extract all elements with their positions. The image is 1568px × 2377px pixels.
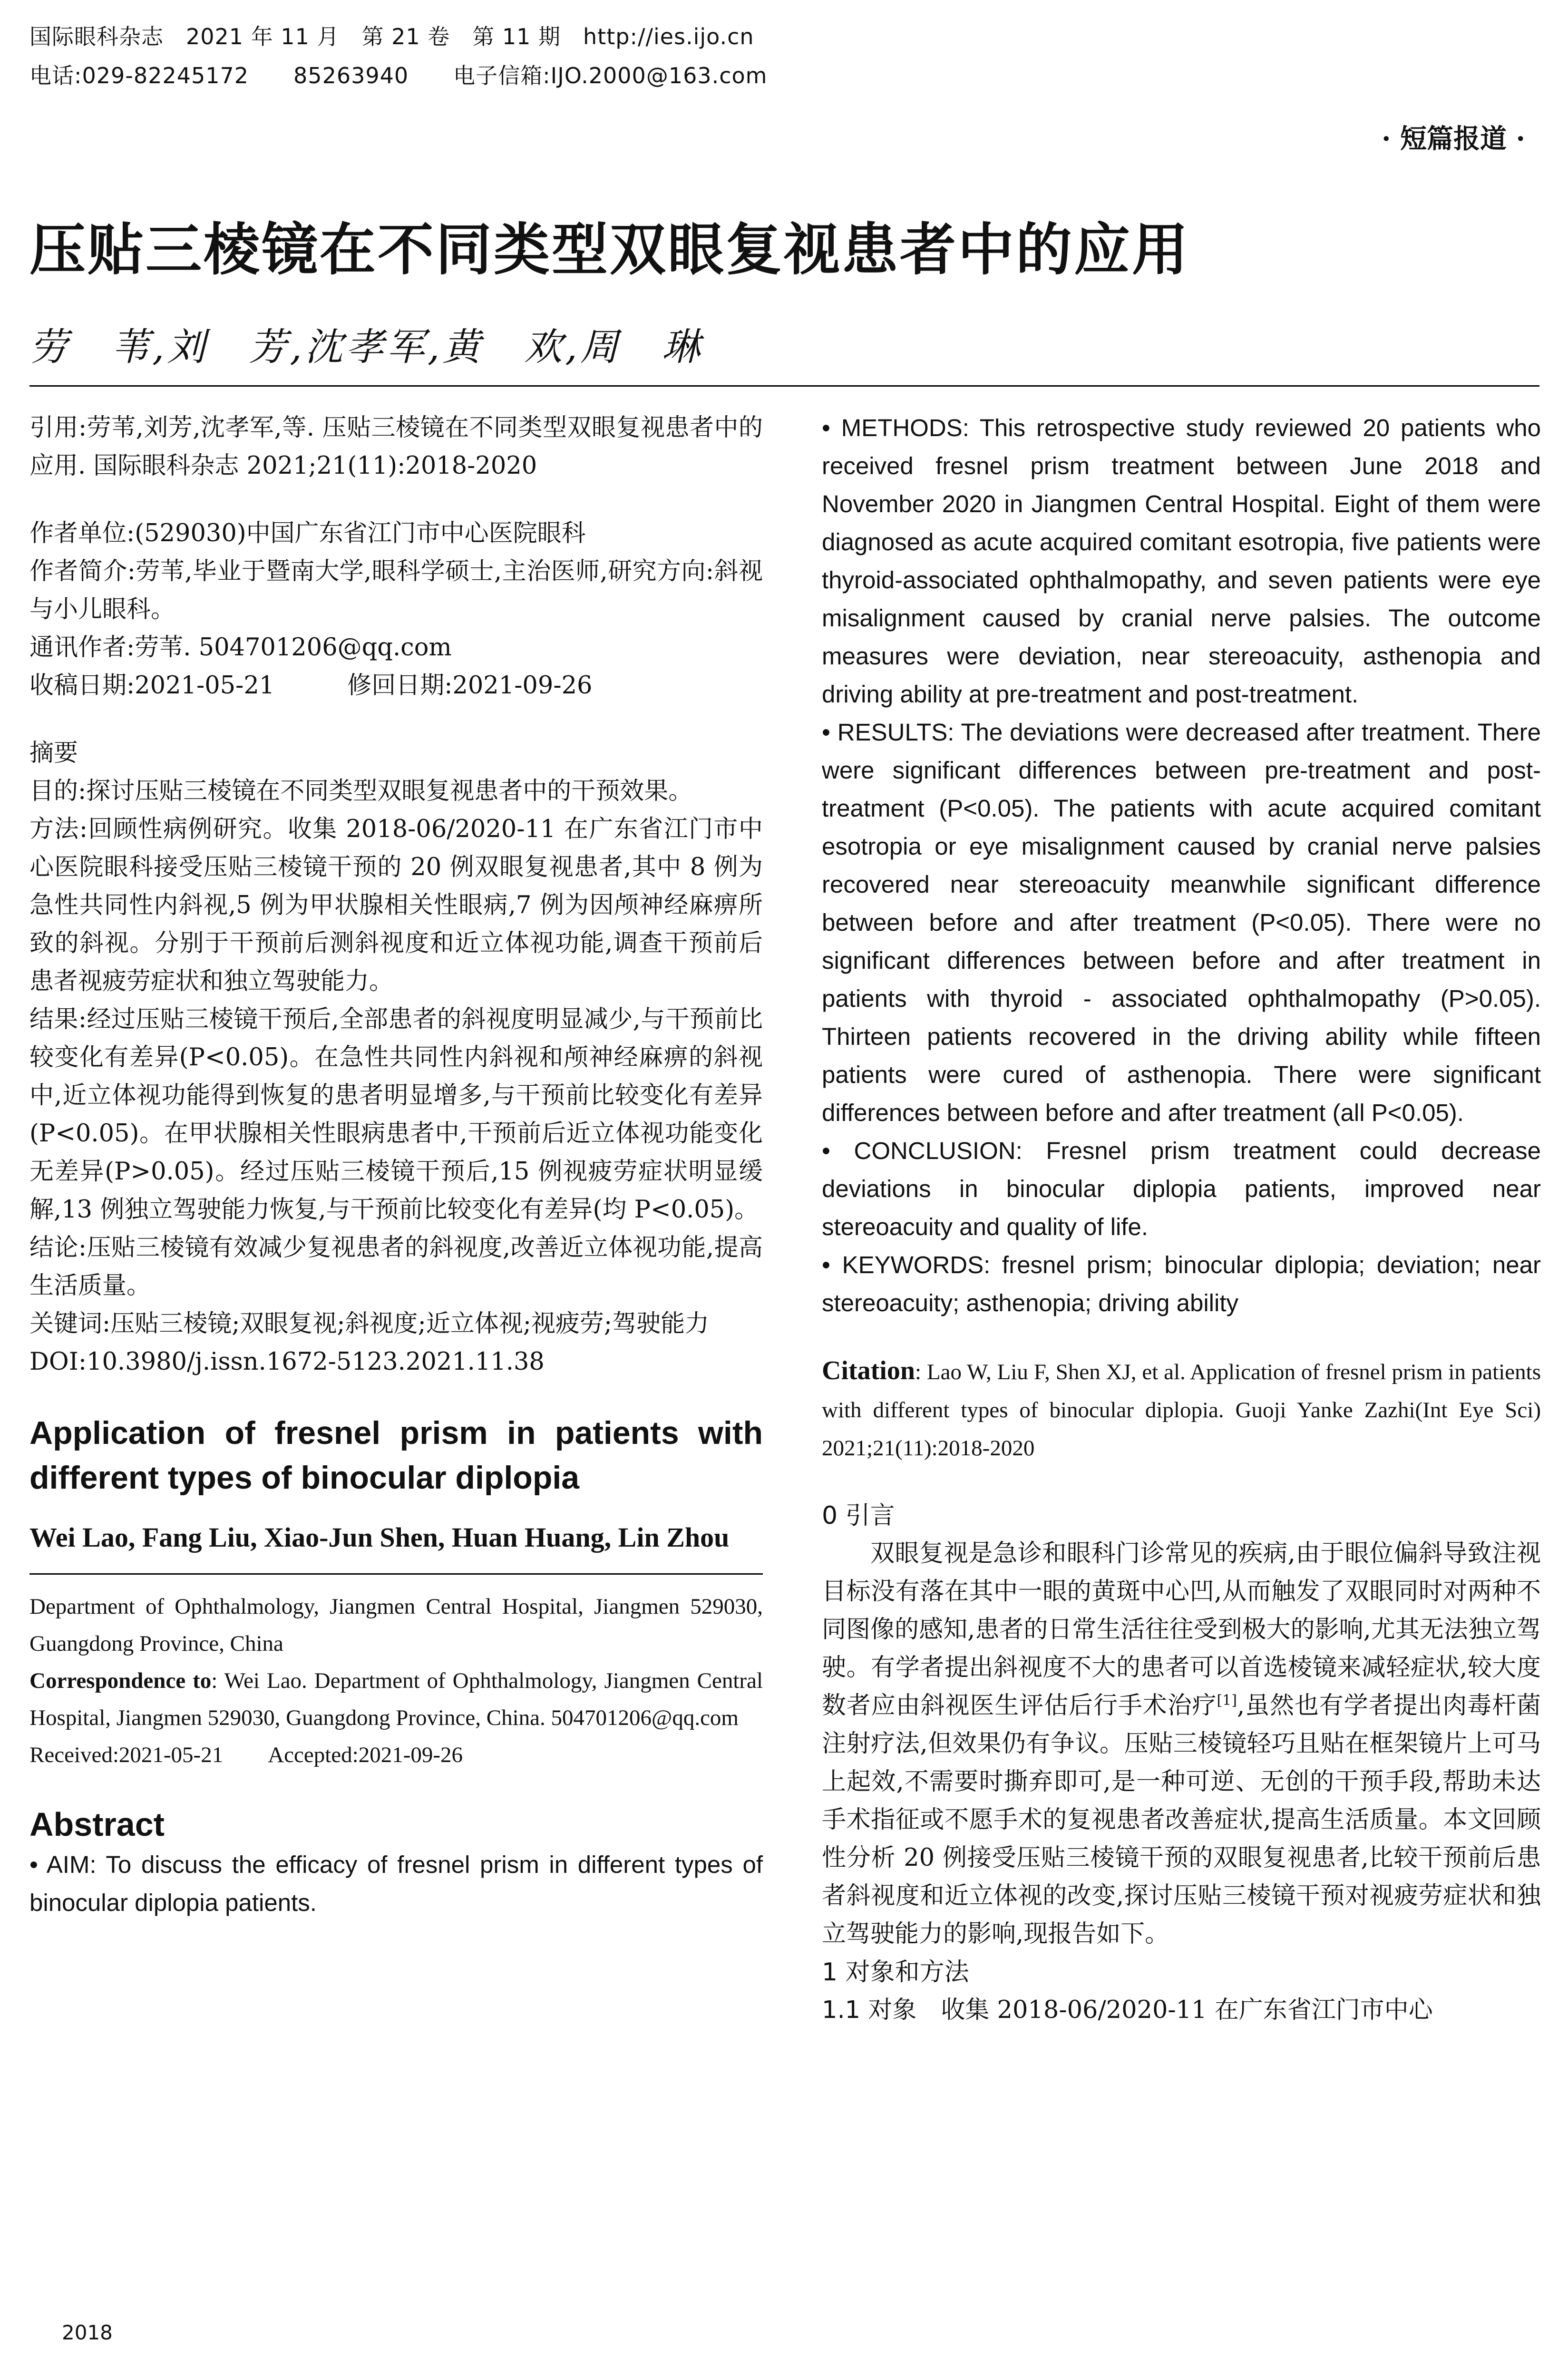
journal-header-line2: 电话:029-82245172 85263940 电子信箱:IJO.2000@163.com [29, 63, 768, 88]
author-intro [29, 553, 763, 629]
author-list-cn: 劳 苇,刘 芳,沈孝军,黄 欢,周 琳 [29, 325, 703, 369]
citation-en-text: : Lao W, Liu F, Shen XJ, et al. Application of fresnel prism in patients with different types of binocular diplopia. Guoji Yanke Zazhi(Int Eye Sci) 2021;21(11):2018-2020 [822, 1360, 1541, 1461]
aim-cn-label: 目的 [29, 777, 78, 805]
author-unit-text: :(529030)中国广东省江门市中心医院眼科 [127, 519, 586, 547]
aim-cn-text: :探讨压贴三棱镜在不同类型双眼复视患者中的干预效果。 [78, 777, 693, 805]
methods-cn-text: :回顾性病例研究。收集 2018-06/2020-11 在广东省江门市中心医院眼科接受压贴三棱镜干预的 20 例双眼复视患者,其中 8 例为急性共同性内斜视,5 例为甲状腺相关性眼病,7 例为因颅神经麻痹所致的斜视。分别于干预前后测斜视度和近立体视功能,调查干预前后患者视疲劳症状和独立驾驶能力。 [29, 815, 763, 995]
author-unit [29, 515, 763, 553]
article-title-cn: 压贴三棱镜在不同类型双眼复视患者中的应用 [29, 217, 1190, 283]
article-title-en: Application of fresnel prism in patients with different types of binocular diplopia [29, 1415, 763, 1496]
keywords-cn [29, 1305, 763, 1343]
author-intro-label: 作者简介 [29, 557, 127, 585]
results-cn-text: :经过压贴三棱镜干预后,全部患者的斜视度明显减少,与干预前比较变化有差异(P<0.05)。在急性共同性内斜视和颅神经麻痹的斜视中,近立体视功能得到恢复的患者明显增多,与干预前比较变化有差异(P<0.05)。在甲状腺相关性眼病患者中,干预前后近立体视功能变化无差异(P>0.05)。经过压贴三棱镜干预后,15 例视疲劳症状明显缓解,13 例独立驾驶能力恢复,与干预前比较变化有差异(均 P<0.05)。 [29, 1005, 763, 1224]
correspondence-en [29, 1662, 763, 1736]
received-dates-cn: 收稿日期:2021-05-21 修回日期:2021-09-26 [29, 672, 593, 700]
intro-heading: 0 引言 [822, 1501, 895, 1530]
subsection-1-1 [822, 1991, 1541, 2029]
keywords-en: • KEYWORDS: fresnel prism; binocular diplopia; deviation; near stereoacuity; asthenopia; driving ability [822, 1251, 1541, 1316]
author-unit-label: 作者单位 [29, 519, 127, 547]
keywords-cn-text: :压贴三棱镜;双眼复视;斜视度;近立体视;视疲劳;驾驶能力 [102, 1310, 710, 1338]
corresponding-author [29, 629, 763, 667]
title-divider [29, 385, 1539, 387]
department-en: Department of Ophthalmology, Jiangmen Central Hospital, Jiangmen 529030, Guangdong Province, China [29, 1594, 763, 1656]
correspondence-en-text: : Wei Lao. Department of Ophthalmology, Jiangmen Central Hospital, Jiangmen 529030, Guangdong Province, China. 504701206@qq.com [29, 1668, 763, 1730]
page-number: 2018 [62, 2321, 113, 2344]
section-1-heading: 1 对象和方法 [822, 1958, 969, 1987]
results-en: • RESULTS: The deviations were decreased after treatment. There were significant differences between pre-treatment and post-treatment (P<0.05). The patients with acute acquired comitant esotropia or eye misalignment caused by cranial nerve palsies recovered near stereoacuity meanwhile significant difference between before and after treatment (P<0.05). There were no significant differences between before and after treatment in patients with thyroid - associated ophthalmopathy (P>0.05). Thirteen patients recovered in the driving ability while fifteen patients were cured of asthenopia. There were significant differences between before and after treatment (all P<0.05). [822, 719, 1541, 1126]
conclusion-cn-text: :压贴三棱镜有效减少复视患者的斜视度,改善近立体视功能,提高生活质量。 [29, 1234, 763, 1300]
corr-label: 通讯作者 [29, 633, 127, 662]
methods-cn [29, 810, 763, 1001]
journal-header-line1: 国际眼科杂志 2021 年 11 月 第 21 卷 第 11 期 http://ies.ijo.cn [29, 24, 754, 49]
citation-cn-text: :劳苇,刘芳,沈孝军,等. 压贴三棱镜在不同类型双眼复视患者中的应用. 国际眼科杂志 2021;21(11):2018-2020 [29, 414, 763, 480]
subsection-1-1-label: 1.1 对象 [822, 1996, 917, 2024]
citation-cn-label: 引用 [29, 414, 78, 442]
intro-text-1: 双眼复视是急诊和眼科门诊常见的疾病,由于眼位偏斜导致注视目标没有落在其中一眼的黄斑中心凹,从而触发了双眼同时对两种不同图像的感知,患者的日常生活往往受到极大的影响,尤其无法独立驾驶。有学者提出斜视度不大的患者可以首选棱镜来减轻症状,较大度数者应由斜视医生评估后行手术治疗 [822, 1539, 1541, 1720]
section-tag: · 短篇报道 · [1382, 123, 1525, 155]
author-intro-text: :劳苇,毕业于暨南大学,眼科学硕士,主治医师,研究方向:斜视与小儿眼科。 [29, 557, 763, 623]
abstract-heading-cn: 摘要 [29, 739, 78, 767]
methods-cn-label: 方法 [29, 815, 79, 843]
received-dates-en: Received:2021-05-21 Accepted:2021-09-26 [29, 1743, 463, 1767]
results-cn [29, 1001, 763, 1229]
conclusion-en: • CONCLUSION: Fresnel prism treatment could decrease deviations in binocular diplopia patients, improved near stereoacuity and quality of life. [822, 1137, 1541, 1240]
correspondence-en-label: Correspondence to [29, 1668, 212, 1693]
intro-text-2: ,虽然也有学者提出肉毒杆菌注射疗法,但效果仍有争议。压贴三棱镜轻巧且贴在框架镜片上可马上起效,不需要时撕弃即可,是一种可逆、无创的干预手段,帮助未达手术指征或不愿手术的复视患者改善症状,提高生活质量。本文回顾性分析 20 例接受压贴三棱镜干预的双眼复视患者,比较干预前后患者斜视度和近立体视的改变,探讨压贴三棱镜干预对视疲劳症状和独立驾驶能力的影响,现报告如下。 [822, 1692, 1541, 1948]
citation-cn [29, 409, 763, 485]
subsection-1-1-text: 收集 2018-06/2020-11 在广东省江门市中心 [916, 1996, 1433, 2024]
aim-cn [29, 772, 763, 810]
aim-en: • AIM: To discuss the efficacy of fresnel prism in different types of binocular diplopia patients. [29, 1851, 763, 1916]
keywords-cn-label: 关键词 [29, 1310, 103, 1338]
intro-paragraph [822, 1535, 1541, 1953]
citation-en [822, 1352, 1541, 1467]
right-column [822, 409, 1541, 2029]
results-cn-label: 结果 [29, 1005, 78, 1033]
reference-1[interactable]: [1] [1217, 1692, 1237, 1709]
corr-text: :劳苇. 504701206@qq.com [127, 633, 452, 662]
author-list-en: Wei Lao, Fang Liu, Xiao-Jun Shen, Huan Huang, Lin Zhou [29, 1522, 730, 1553]
citation-en-label: Citation [822, 1356, 915, 1385]
methods-en: • METHODS: This retrospective study reviewed 20 patients who received fresnel prism treatment between June 2018 and November 2020 in Jiangmen Central Hospital. Eight of them were diagnosed as acute acquired comitant esotropia, five patients were thyroid-associated ophthalmopathy, and seven patients were eye misalignment caused by cranial nerve palsies. The outcome measures were deviation, near stereoacuity, asthenopia and driving ability at pre-treatment and post-treatment. [822, 414, 1541, 708]
conclusion-cn [29, 1229, 763, 1305]
left-column [29, 409, 763, 1922]
conclusion-cn-label: 结论 [29, 1234, 78, 1262]
doi[interactable]: DOI:10.3980/j.issn.1672-5123.2021.11.38 [29, 1348, 545, 1376]
abstract-heading-en: Abstract [29, 1806, 165, 1843]
